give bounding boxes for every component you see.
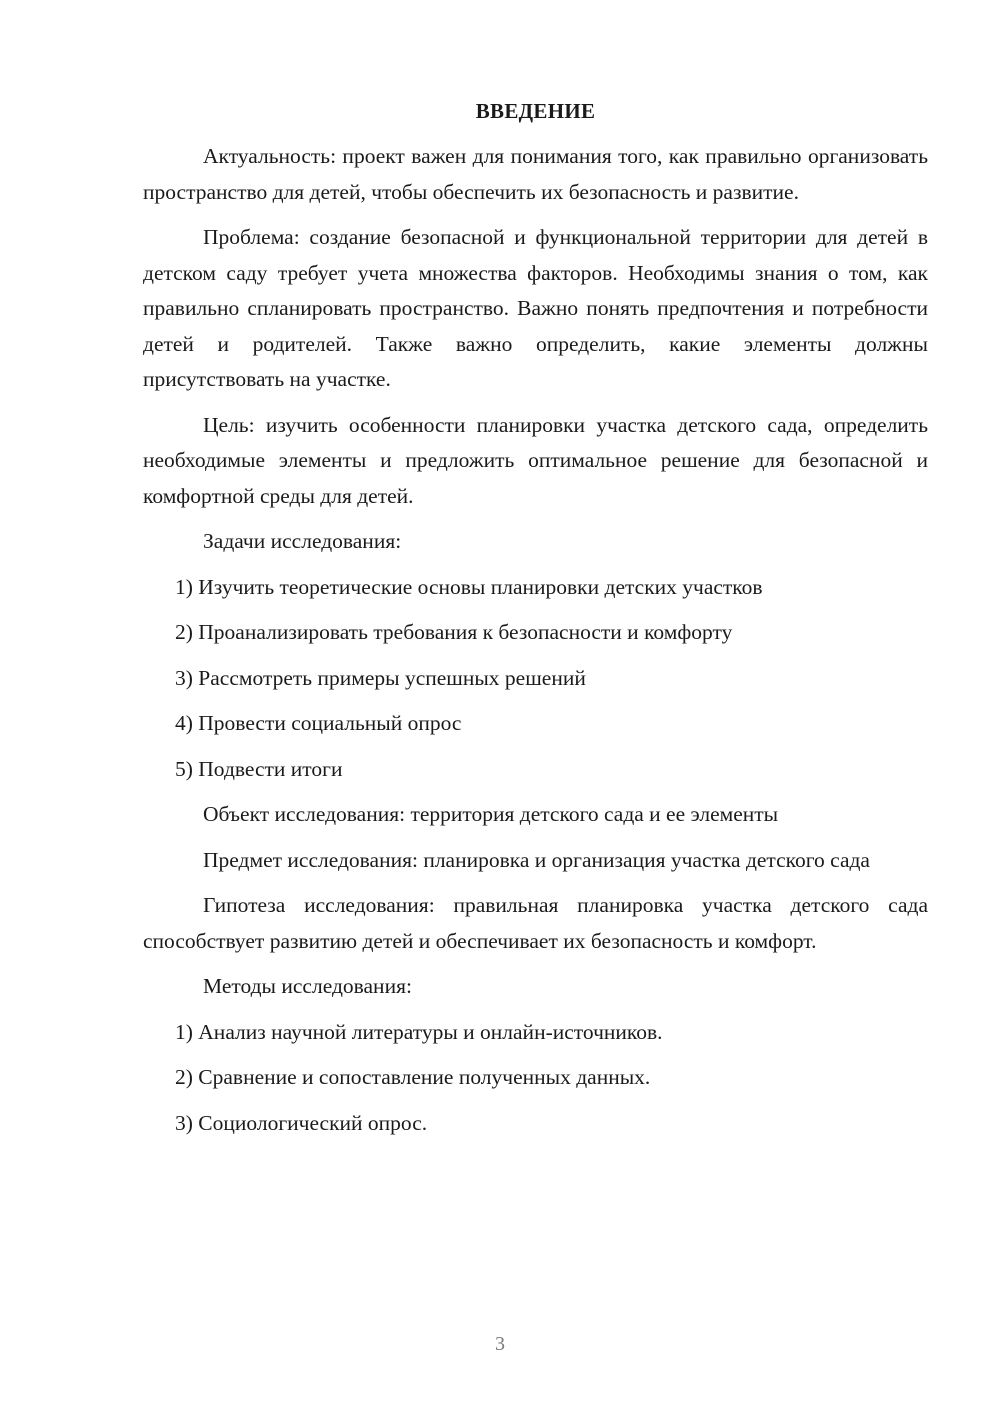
list-item: 3) Социологический опрос. <box>175 1110 428 1135</box>
document-page <box>143 95 928 1151</box>
paragraph-relevance: Актуальность: проект важен для понимания того, как правильно организовать пространство для детей, чтобы обеспечить их безопасность и развитие. <box>143 144 928 204</box>
list-item: 4) Провести социальный опрос <box>175 711 462 735</box>
list-item: 5) Подвести итоги <box>175 756 343 781</box>
list-item: 2) Проанализировать требования к безопасности и комфорту <box>175 620 733 644</box>
tasks-list <box>143 570 928 788</box>
methods-title: Методы исследования: <box>203 974 412 998</box>
paragraph-problem: Проблема: создание безопасной и функциональной территории для детей в детском саду требует учета множества факторов. Необходимы знания о том, как правильно спланировать пространство. Важно понять предпочтения и потребности детей и родителей. Также важно определить, какие элементы должны присутствовать на участке. <box>143 225 928 391</box>
paragraph-object: Объект исследования: территория детского сада и ее элементы <box>203 802 779 826</box>
page-title: ВВЕДЕНИЕ <box>475 99 596 123</box>
paragraph-hypothesis: Гипотеза исследования: правильная планировка участка детского сада способствует развитию детей и обеспечивает их безопасность и комфорт. <box>143 893 928 953</box>
paragraph-goal: Цель: изучить особенности планировки участка детского сада, определить необходимые элементы и предложить оптимальное решение для безопасной и комфортной среды для детей. <box>143 412 928 508</box>
list-item: 1) Анализ научной литературы и онлайн-источников. <box>175 1019 663 1044</box>
list-item: 1) Изучить теоретические основы планировки детских участков <box>175 574 763 599</box>
tasks-title: Задачи исследования: <box>203 529 402 553</box>
page-number: 3 <box>495 1333 505 1355</box>
list-item: 3) Рассмотреть примеры успешных решений <box>175 665 586 690</box>
list-item: 2) Сравнение и сопоставление полученных данных. <box>175 1065 651 1089</box>
paragraph-subject: Предмет исследования: планировка и организация участка детского сада <box>203 847 870 872</box>
methods-list <box>143 1015 928 1142</box>
